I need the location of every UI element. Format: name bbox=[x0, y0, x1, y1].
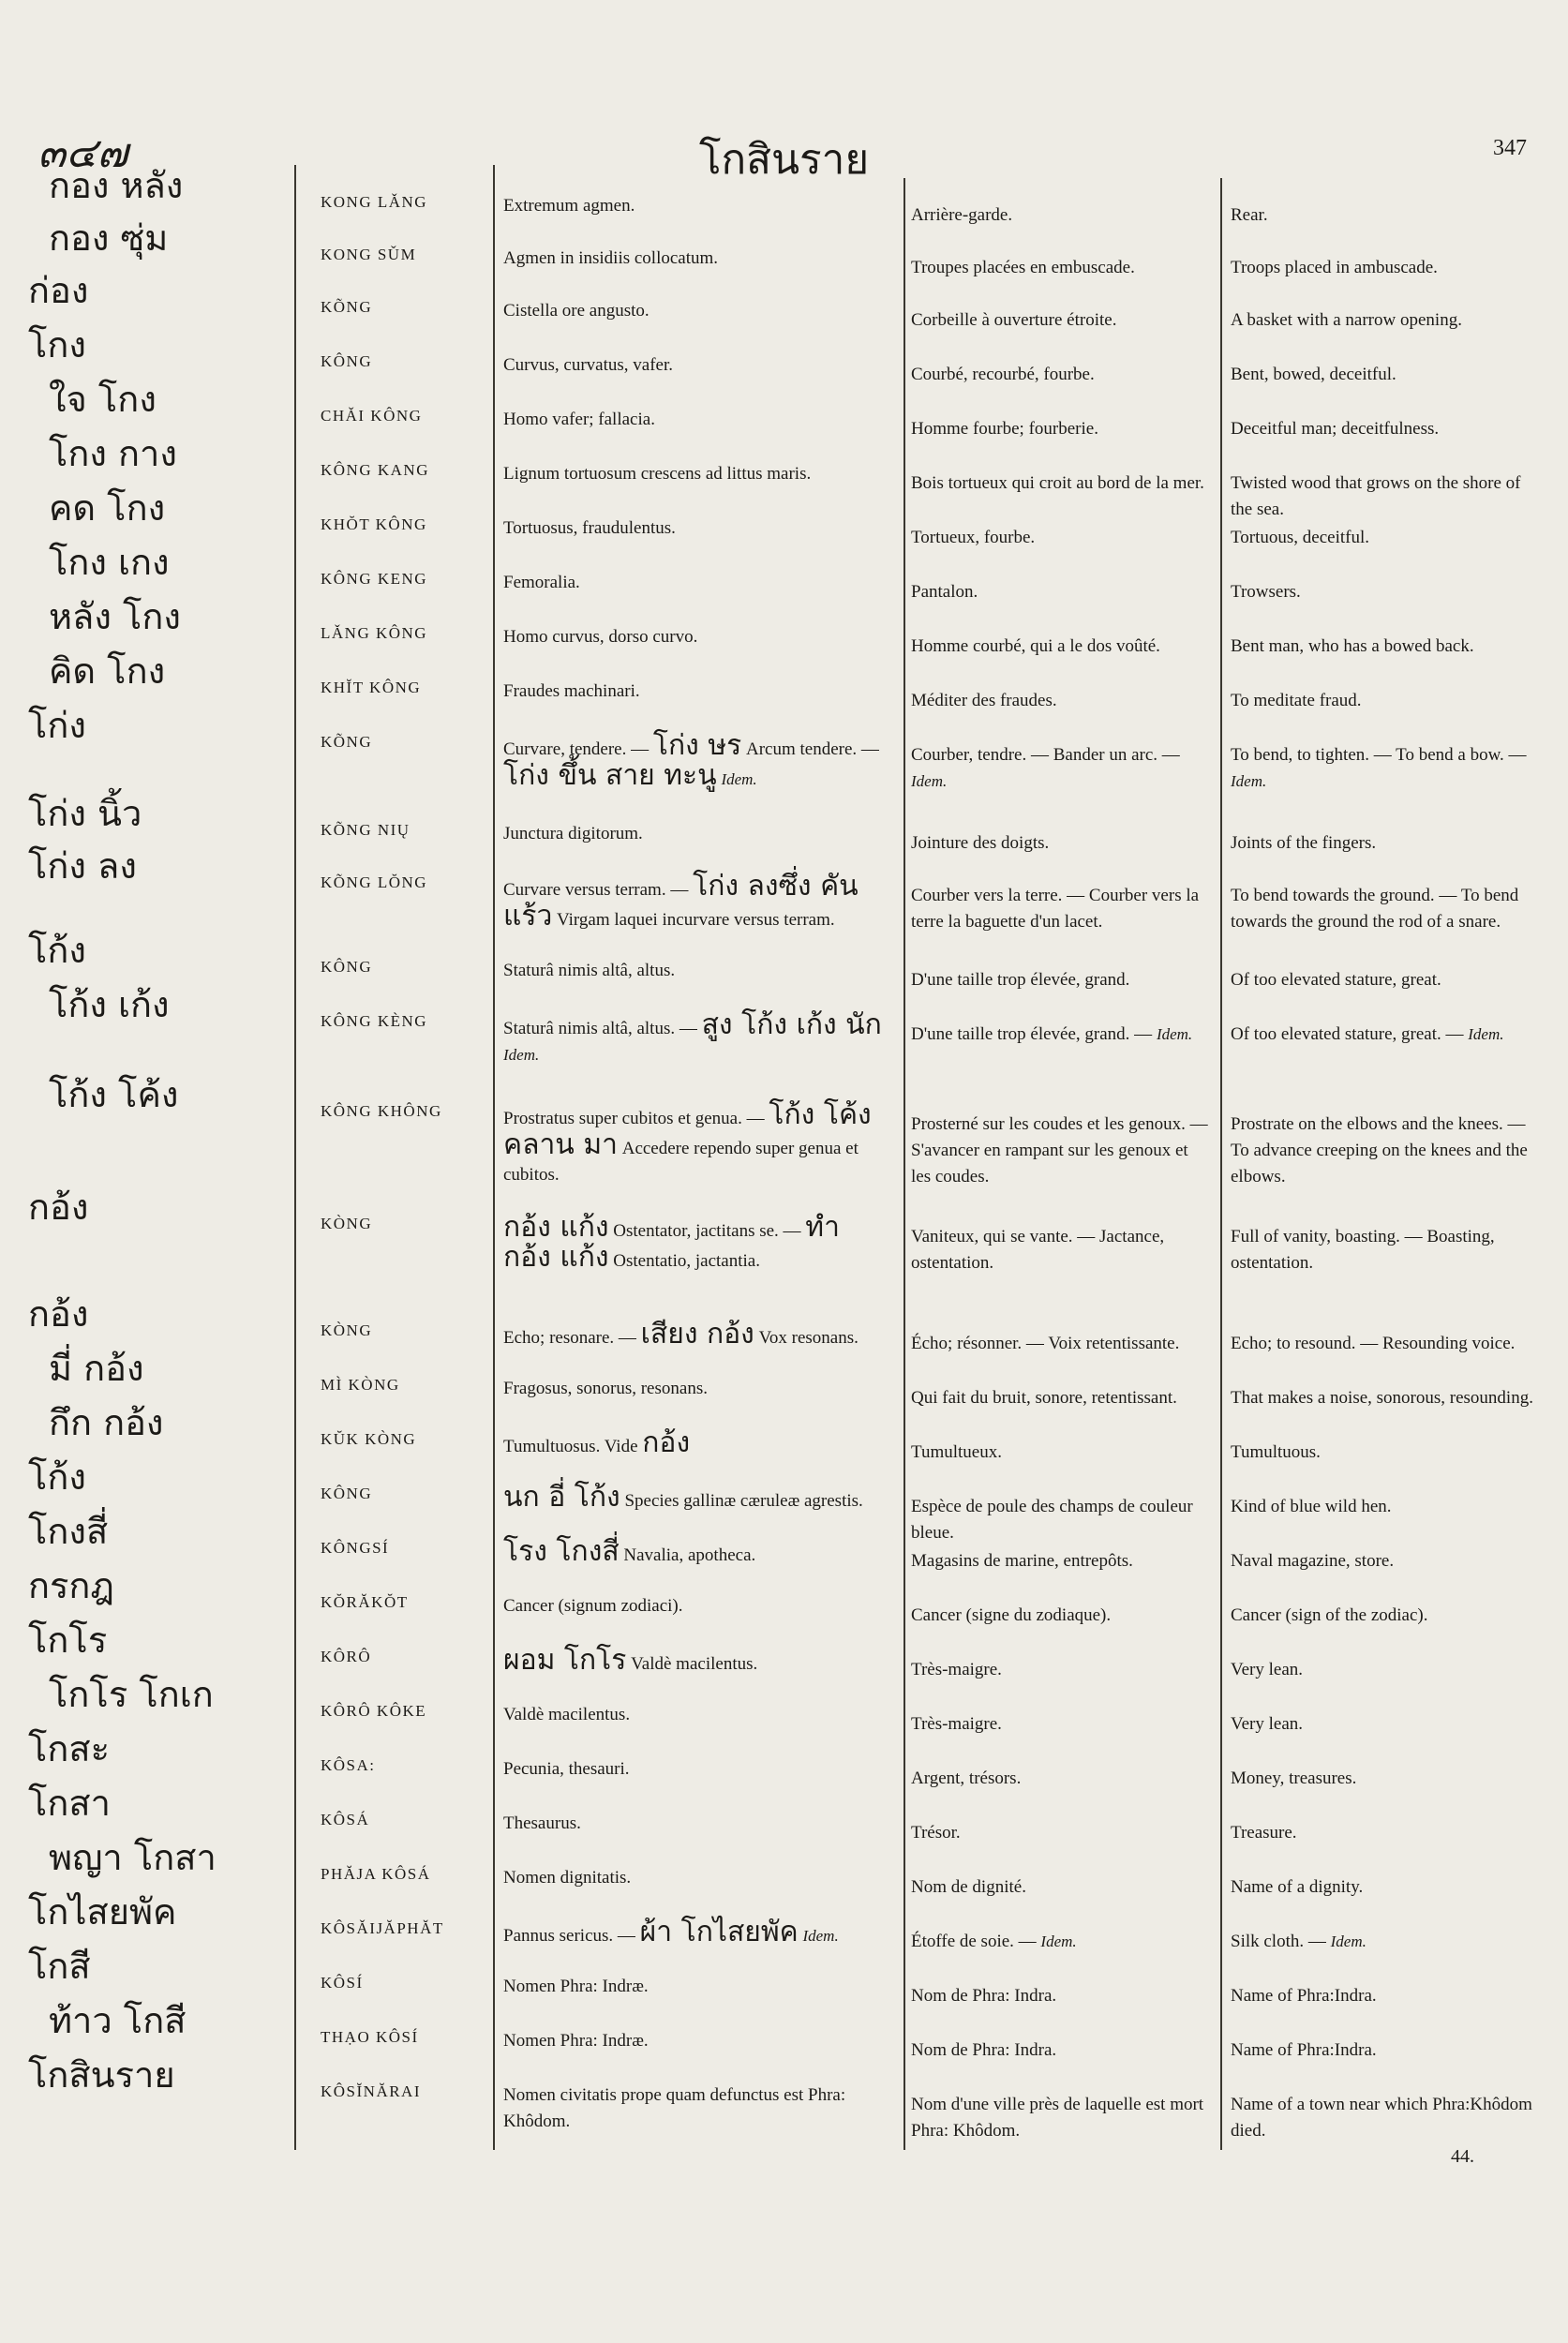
transliteration: PHĂJA KÔSÁ bbox=[321, 1865, 431, 1883]
latin-definition: Lignum tortuosum crescens ad littus maris. bbox=[503, 464, 812, 484]
transliteration: KÔNG KÈNG bbox=[321, 1012, 428, 1030]
french-definition: Bois tortueux qui croit au bord de la mer. bbox=[911, 473, 1204, 493]
transliteration: KÒNG bbox=[321, 1215, 373, 1232]
english-definition: That makes a noise, sonorous, resounding. bbox=[1231, 1388, 1533, 1408]
transliteration: KÔNG KHÔNG bbox=[321, 1102, 442, 1120]
french-definition: Trésor. bbox=[911, 1823, 961, 1843]
transliteration: KÔSA: bbox=[321, 1756, 376, 1774]
thai-headword: ก่อง bbox=[28, 270, 89, 311]
latin-definition: Tumultuosus. Vide กอ้ง bbox=[503, 1426, 691, 1459]
french-definition: Vaniteux, qui se vante. — Jactance, ostentation. bbox=[911, 1227, 1165, 1273]
transliteration: KÔNG bbox=[321, 958, 373, 976]
english-definition: Bent, bowed, deceitful. bbox=[1231, 365, 1396, 384]
signature-mark: 44. bbox=[1451, 2146, 1474, 2167]
french-definition: Tumultueux. bbox=[911, 1442, 1002, 1462]
transliteration: KÔSÍ bbox=[321, 1974, 364, 1992]
english-definition: Of too elevated stature, great. — Idem. bbox=[1231, 1024, 1504, 1044]
english-definition: To bend towards the ground. — To bend towards the ground the rod of a snare. bbox=[1231, 886, 1519, 932]
thai-headword: กอ้ง bbox=[28, 1186, 89, 1228]
french-definition: Étoffe de soie. — Idem. bbox=[911, 1932, 1077, 1951]
english-definition: Name of a town near which Phra:Khôdom died. bbox=[1231, 2095, 1532, 2141]
english-definition: Trowsers. bbox=[1231, 582, 1301, 602]
thai-page-number: ๓๔๗ bbox=[37, 129, 128, 177]
french-definition: Méditer des fraudes. bbox=[911, 691, 1057, 710]
transliteration: KÒNG bbox=[321, 1321, 373, 1339]
thai-headword: โก่ง bbox=[28, 705, 86, 746]
latin-definition: Nomen civitatis prope quam defunctus est Phra: Khôdom. bbox=[503, 2085, 846, 2131]
thai-headword: โกโร โกเก bbox=[49, 1674, 214, 1715]
english-definition: Full of vanity, boasting. — Boasting, ostentation. bbox=[1231, 1227, 1495, 1273]
english-definition: Prostrate on the elbows and the knees. — To advance creeping on the knees and the elbows. bbox=[1231, 1114, 1528, 1186]
english-definition: Silk cloth. — Idem. bbox=[1231, 1932, 1366, 1951]
thai-headword: กอ้ง bbox=[28, 1293, 89, 1335]
thai-headword: พญา โกสา bbox=[49, 1837, 217, 1878]
latin-definition: Femoralia. bbox=[503, 573, 580, 592]
latin-definition: Cistella ore angusto. bbox=[503, 301, 650, 321]
french-definition: Cancer (signe du zodiaque). bbox=[911, 1605, 1112, 1625]
english-definition: Rear. bbox=[1231, 205, 1268, 225]
transliteration: KÕNG bbox=[321, 298, 373, 316]
french-definition: Qui fait du bruit, sonore, retentissant. bbox=[911, 1388, 1177, 1408]
english-definition: Name of a dignity. bbox=[1231, 1877, 1364, 1897]
latin-definition: Junctura digitorum. bbox=[503, 824, 643, 843]
thai-headword: มี่ กอ้ง bbox=[49, 1348, 144, 1389]
thai-headword: โก่ง ลง bbox=[28, 845, 137, 887]
transliteration: KÔSĬNĂRAI bbox=[321, 2082, 421, 2100]
latin-definition: Valdè macilentus. bbox=[503, 1705, 631, 1724]
english-definition: Deceitful man; deceitfulness. bbox=[1231, 419, 1440, 439]
transliteration: LǍNG KÔNG bbox=[321, 624, 428, 642]
transliteration: KÔNG KENG bbox=[321, 570, 428, 588]
transliteration: KÔNG bbox=[321, 352, 373, 370]
latin-definition: Echo; resonare. — เสียง กอ้ง Vox resonans. bbox=[503, 1318, 859, 1351]
french-definition: Courber vers la terre. — Courber vers la terre la baguette d'un lacet. bbox=[911, 886, 1200, 932]
french-definition: Nom de dignité. bbox=[911, 1877, 1026, 1897]
english-definition: Joints of the fingers. bbox=[1231, 833, 1377, 853]
thai-headword: โกสะ bbox=[28, 1728, 111, 1769]
english-definition: Twisted wood that grows on the shore of the sea. bbox=[1231, 473, 1521, 519]
latin-definition: Staturâ nimis altâ, altus. — สูง โก้ง เก้ง นัก Idem. bbox=[503, 1008, 882, 1064]
english-definition: Cancer (sign of the zodiac). bbox=[1231, 1605, 1428, 1625]
transliteration: KÕNG bbox=[321, 733, 373, 751]
latin-definition: Pannus sericus. — ผ้า โกไสยพัค Idem. bbox=[503, 1916, 839, 1948]
thai-headword: ท้าว โกสี bbox=[49, 2000, 187, 2041]
latin-definition: Curvus, curvatus, vafer. bbox=[503, 355, 673, 375]
transliteration: KÔRÔ bbox=[321, 1648, 372, 1665]
column-rule bbox=[294, 165, 296, 2150]
english-definition: Treasure. bbox=[1231, 1823, 1297, 1843]
latin-definition: Curvare, tendere. — โก่ง ษร Arcum tendere. — โก่ง ขึ้น สาย ทะนู Idem. bbox=[503, 729, 879, 792]
french-definition: D'une taille trop élevée, grand. bbox=[911, 970, 1130, 990]
transliteration: KHŎT KÔNG bbox=[321, 515, 427, 533]
page-number: 347 bbox=[1493, 136, 1527, 160]
latin-definition: โรง โกงสี่ Navalia, apotheca. bbox=[503, 1535, 756, 1568]
french-definition: Jointure des doigts. bbox=[911, 833, 1050, 853]
transliteration: KÔRÔ KÔKE bbox=[321, 1702, 427, 1720]
english-definition: Very lean. bbox=[1231, 1714, 1304, 1734]
latin-definition: Homo vafer; fallacia. bbox=[503, 410, 655, 429]
transliteration: KÔSǍIJĂPHĂT bbox=[321, 1919, 444, 1937]
thai-headword: โก้ง โค้ง bbox=[49, 1074, 179, 1115]
thai-headword: กอง ซุ่ม bbox=[49, 217, 169, 259]
thai-headword: คิด โกง bbox=[49, 650, 166, 692]
column-rule bbox=[493, 165, 495, 2150]
thai-headword: โกง เกง bbox=[49, 542, 170, 583]
english-definition: To meditate fraud. bbox=[1231, 691, 1362, 710]
thai-headword: กรกฎ bbox=[28, 1565, 114, 1606]
latin-definition: Fragosus, sonorus, resonans. bbox=[503, 1379, 708, 1398]
latin-definition: Cancer (signum zodiaci). bbox=[503, 1596, 683, 1616]
french-definition: Arrière-garde. bbox=[911, 205, 1013, 225]
latin-definition: Pecunia, thesauri. bbox=[503, 1759, 630, 1779]
english-definition: Echo; to resound. — Resounding voice. bbox=[1231, 1334, 1516, 1353]
latin-definition: ผอม โกโร Valdè macilentus. bbox=[503, 1644, 758, 1677]
latin-definition: Fraudes machinari. bbox=[503, 681, 640, 701]
french-definition: Nom d'une ville près de laquelle est mort Phra: Khôdom. bbox=[911, 2095, 1204, 2141]
transliteration: KÔNGSÍ bbox=[321, 1539, 390, 1557]
english-definition: Troops placed in ambuscade. bbox=[1231, 258, 1438, 277]
transliteration: KÔSÁ bbox=[321, 1811, 370, 1828]
transliteration: KÕNG NIŲ bbox=[321, 821, 411, 839]
french-definition: Magasins de marine, entrepôts. bbox=[911, 1551, 1133, 1571]
thai-headword: โกโร bbox=[28, 1619, 108, 1661]
transliteration: KÕNG LŎNG bbox=[321, 873, 428, 891]
french-definition: Courber, tendre. — Bander un arc. — Idem. bbox=[911, 745, 1180, 790]
transliteration: KŬK KÒNG bbox=[321, 1430, 417, 1448]
latin-definition: นก อี่ โก้ง Species gallinæ cæruleæ agrestis. bbox=[503, 1481, 863, 1514]
transliteration: KONG SǓM bbox=[321, 246, 417, 263]
transliteration: KHĬT KÔNG bbox=[321, 679, 422, 696]
latin-definition: Homo curvus, dorso curvo. bbox=[503, 627, 698, 647]
french-definition: D'une taille trop élevée, grand. — Idem. bbox=[911, 1024, 1193, 1044]
transliteration: KÔNG bbox=[321, 1485, 373, 1502]
thai-headword: โกไสยพัค bbox=[28, 1891, 177, 1933]
transliteration: KŎRĂKŎT bbox=[321, 1593, 409, 1611]
thai-headword: โกงสี่ bbox=[28, 1511, 109, 1552]
column-rule bbox=[1220, 178, 1222, 2150]
french-definition: Corbeille à ouverture étroite. bbox=[911, 310, 1117, 330]
english-definition: Of too elevated stature, great. bbox=[1231, 970, 1441, 990]
english-definition: A basket with a narrow opening. bbox=[1231, 310, 1462, 330]
english-definition: Tortuous, deceitful. bbox=[1231, 528, 1369, 547]
latin-definition: กอ้ง แก้ง Ostentator, jactitans se. — ทำ กอ้ง แก้ง Ostentatio, jactantia. bbox=[503, 1211, 840, 1274]
english-definition: Kind of blue wild hen. bbox=[1231, 1497, 1392, 1516]
thai-headword: โก้ง เก้ง bbox=[49, 984, 170, 1025]
thai-headword: กึก กอ้ง bbox=[49, 1402, 164, 1443]
thai-headword: คด โกง bbox=[49, 487, 166, 529]
latin-definition: Nomen dignitatis. bbox=[503, 1868, 632, 1888]
french-definition: Homme courbé, qui a le dos voûté. bbox=[911, 636, 1160, 656]
french-definition: Très-maigre. bbox=[911, 1660, 1002, 1679]
thai-headword: หลัง โกง bbox=[49, 596, 181, 637]
transliteration: CHǍI KÔNG bbox=[321, 407, 423, 425]
thai-headword: โกสินราย bbox=[28, 2054, 175, 2096]
latin-definition: Extremum agmen. bbox=[503, 196, 635, 216]
french-definition: Prosterné sur les coudes et les genoux. — S'avancer en rampant sur les genoux et les coudes. bbox=[911, 1114, 1208, 1186]
transliteration: THẠO KÔSÍ bbox=[321, 2028, 419, 2046]
french-definition: Nom de Phra: Indra. bbox=[911, 1986, 1057, 2006]
thai-headword: โก้ง bbox=[28, 1456, 86, 1498]
english-definition: Name of Phra:Indra. bbox=[1231, 1986, 1377, 2006]
english-definition: Very lean. bbox=[1231, 1660, 1304, 1679]
running-head: โกสินราย bbox=[698, 136, 870, 184]
english-definition: Money, treasures. bbox=[1231, 1768, 1357, 1788]
latin-definition: Nomen Phra: Indræ. bbox=[503, 1977, 649, 1996]
french-definition: Pantalon. bbox=[911, 582, 978, 602]
french-definition: Très-maigre. bbox=[911, 1714, 1002, 1734]
english-definition: Tumultuous. bbox=[1231, 1442, 1321, 1462]
transliteration: KONG LǍNG bbox=[321, 193, 428, 211]
latin-definition: Curvare versus terram. — โก่ง ลงซึ่ง คัน แร้ว Virgam laquei incurvare versus terram. bbox=[503, 870, 859, 933]
thai-headword: โกสี bbox=[28, 1946, 91, 1987]
thai-headword: โกสา bbox=[28, 1783, 111, 1824]
french-definition: Courbé, recourbé, fourbe. bbox=[911, 365, 1095, 384]
latin-definition: Agmen in insidiis collocatum. bbox=[503, 248, 719, 268]
french-definition: Troupes placées en embuscade. bbox=[911, 258, 1135, 277]
transliteration: MÌ KÒNG bbox=[321, 1376, 400, 1394]
french-definition: Écho; résonner. — Voix retentissante. bbox=[911, 1334, 1180, 1353]
column-rule bbox=[903, 178, 905, 2150]
english-definition: Bent man, who has a bowed back. bbox=[1231, 636, 1474, 656]
french-definition: Homme fourbe; fourberie. bbox=[911, 419, 1098, 439]
transliteration: KÔNG KANG bbox=[321, 461, 429, 479]
thai-headword: ใจ โกง bbox=[49, 379, 157, 420]
latin-definition: Thesaurus. bbox=[503, 1813, 581, 1833]
thai-headword: โก้ง bbox=[28, 930, 86, 971]
thai-headword: โก่ง นิ้ว bbox=[28, 793, 142, 834]
latin-definition: Prostratus super cubitos et genua. — โก้ง โค้ง คลาน มา Accedere rependo super genua et cubitos. bbox=[503, 1098, 872, 1185]
thai-headword: กอง หลัง bbox=[49, 165, 184, 206]
latin-definition: Nomen Phra: Indræ. bbox=[503, 2031, 649, 2051]
thai-headword: โกง กาง bbox=[49, 433, 177, 474]
latin-definition: Staturâ nimis altâ, altus. bbox=[503, 961, 676, 980]
latin-definition: Tortuosus, fraudulentus. bbox=[503, 518, 676, 538]
english-definition: Name of Phra:Indra. bbox=[1231, 2040, 1377, 2060]
thai-headword: โกง bbox=[28, 324, 86, 366]
french-definition: Argent, trésors. bbox=[911, 1768, 1022, 1788]
french-definition: Nom de Phra: Indra. bbox=[911, 2040, 1057, 2060]
french-definition: Espèce de poule des champs de couleur bleue. bbox=[911, 1497, 1193, 1543]
french-definition: Tortueux, fourbe. bbox=[911, 528, 1036, 547]
english-definition: Naval magazine, store. bbox=[1231, 1551, 1395, 1571]
english-definition: To bend, to tighten. — To bend a bow. — Idem. bbox=[1231, 745, 1527, 790]
